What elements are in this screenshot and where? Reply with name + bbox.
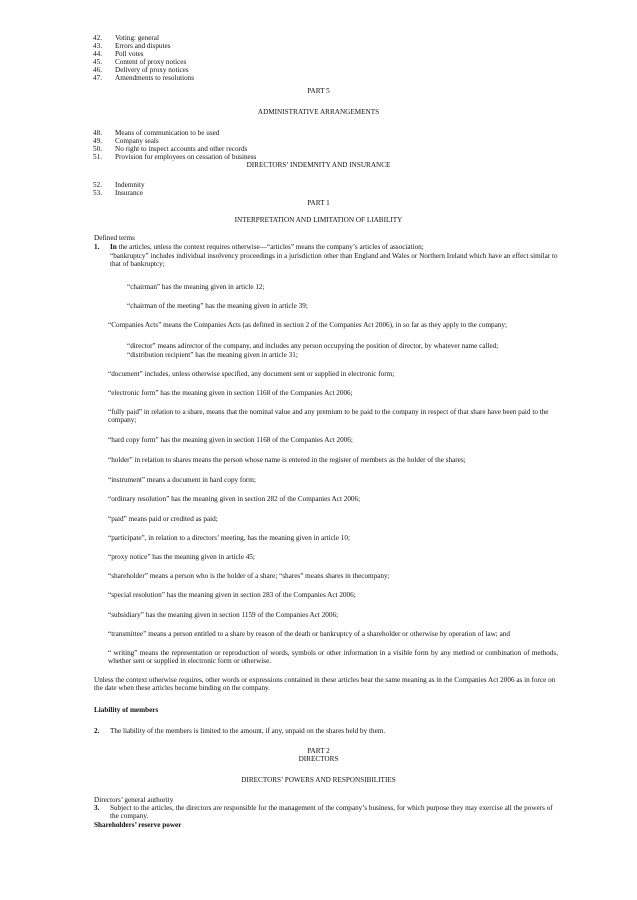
toc-item-number: 43.	[93, 42, 102, 50]
definition-shareholder: “shareholder” means a person who is the holder of a share; “shares” means shares in thecompany;	[108, 572, 390, 580]
toc-item-title: Company seals	[115, 137, 159, 145]
toc-item-number: 46.	[93, 66, 102, 74]
toc-item-number: 47.	[93, 74, 102, 82]
article-number: 3.	[94, 804, 100, 812]
article-1-line	[110, 243, 424, 251]
part-2-sublabel: DIRECTORS	[298, 755, 339, 763]
reserve-power-heading: Shareholders’ reserve power	[94, 821, 182, 829]
toc-item-number: 49.	[93, 137, 102, 145]
definition-hard-copy: “hard copy form” has the meaning given in section 1168 of the Companies Act 2006;	[108, 436, 353, 444]
toc-item-title: Means of communication to be used	[115, 129, 220, 137]
part-2-heading: DIRECTORS’ POWERS AND RESPONSIBILITIES	[241, 776, 396, 784]
definition-chairman-meeting: “chairman of the meeting” has the meaning given in article 39;	[127, 302, 308, 310]
liability-heading: Liability of members	[94, 706, 159, 714]
definition-document: “document” includes, unless otherwise specified, any document sent or supplied in electronic form;	[108, 370, 395, 378]
definition-holder: “holder” in relation to shares means the person whose name is entered in the register of members as the holder of the shares;	[108, 456, 466, 464]
definition-paid: “paid” means paid or credited as paid;	[108, 515, 218, 523]
part-1-heading: INTERPRETATION AND LIMITATION OF LIABILITY	[234, 216, 403, 224]
definition-distribution-recipient: “distribution recipient” has the meaning given in article 31;	[127, 351, 298, 359]
part-2-label: PART 2	[307, 747, 330, 755]
toc-item-number: 45.	[93, 58, 102, 66]
toc-item-number: 53.	[93, 189, 102, 197]
toc-item-title: Errors and disputes	[115, 42, 171, 50]
toc-item-number: 50.	[93, 145, 102, 153]
definition-writing: “ writing” means the representation or reproduction of words, symbols or other information in a visible form by any method or combination of methods, whether sent or supplied in electronic form or otherwise.	[108, 649, 558, 665]
definition-participate: “participate”, in relation to a directors’ meeting, has the meaning given in article 10;	[108, 534, 350, 542]
definition-electronic-form: “electronic form” has the meaning given in section 1168 of the Companies Act 2006;	[108, 389, 353, 397]
toc-item-title: Insurance	[115, 189, 143, 197]
part-5-label: PART 5	[307, 87, 330, 95]
toc-item-title: Provision for employees on cessation of business	[115, 153, 257, 161]
toc-item-title: Indemnity	[115, 181, 145, 189]
toc-item-number: 42.	[93, 34, 102, 42]
definition-transmittee: “transmittee” means a person entitled to a share by reason of the death or bankruptcy of a shareholder or otherwise by operation of law; and	[108, 630, 510, 638]
definition-text: “bankruptcy” includes individual insolvency proceedings in a jurisdiction other than England and Wales or Northern Ireland which have an effect similar to that of bankruptcy;	[110, 252, 558, 268]
defined-terms-heading: Defined terms	[94, 234, 135, 242]
toc-item-number: 51.	[93, 153, 102, 161]
definition-bankruptcy	[110, 252, 558, 268]
part-5-heading: ADMINISTRATIVE ARRANGEMENTS	[257, 108, 380, 116]
toc-item-title: Delivery of proxy notices	[115, 66, 189, 74]
indemnity-heading: DIRECTORS’ INDEMNITY AND INSURANCE	[246, 161, 391, 169]
toc-item-number: 52.	[93, 181, 102, 189]
article-1-text: the articles, unless the context requires otherwise—“articles” means the company’s articles of association;	[116, 243, 424, 251]
definition-special-resolution: “special resolution” has the meaning given in section 283 of the Companies Act 2006;	[108, 591, 356, 599]
definition-chairman: “chairman” has the meaning given in article 12;	[127, 283, 265, 291]
article-number: 1.	[94, 243, 100, 251]
toc-item-title: Amendments to resolutions	[115, 74, 195, 82]
toc-item-number: 44.	[93, 50, 102, 58]
definition-director: “director” means adirector of the company, and includes any person occupying the position of director, by whatever name called;	[127, 342, 499, 350]
part-1-label: PART 1	[307, 199, 330, 207]
toc-item-number: 48.	[93, 129, 102, 137]
general-authority-text: Subject to the articles, the directors are responsible for the management of the company’s business, for which purpose they may exercise all the powers of the company.	[110, 804, 553, 820]
general-authority-heading: Directors’ general authority	[94, 796, 174, 804]
article-number: 2.	[94, 727, 100, 735]
liability-text: The liability of the members is limited to the amount, if any, unpaid on the shares held by them.	[110, 727, 386, 735]
definition-proxy-notice: “proxy notice” has the meaning given in article 45;	[108, 553, 255, 561]
defined-terms-closing: Unless the context otherwise requires, other words or expressions contained in these articles bear the same meaning as in the Companies Act 2006 as in force on the date when these articles become binding on the company.	[94, 676, 556, 692]
definition-ordinary-resolution: “ordinary resolution” has the meaning given in section 282 of the Companies Act 2006;	[108, 495, 361, 503]
toc-item-title: Content of proxy notices	[115, 58, 187, 66]
toc-item-title: No right to inspect accounts and other records	[115, 145, 248, 153]
toc-item-title: Voting: general	[115, 34, 159, 42]
toc-item-title: Poll votes	[115, 50, 144, 58]
definition-fully-paid: “fully paid” in relation to a share, means that the nominal value and any premium to be paid to the company in respect of that share have been paid to the company;	[108, 408, 549, 424]
definition-companies-acts: “Companies Acts” means the Companies Acts (as defined in section 2 of the Companies Act 2006), in so far as they apply to the company;	[108, 321, 508, 329]
definition-instrument: “instrument” means a document in hard copy form;	[108, 476, 256, 484]
definition-subsidiary: “subsidiary” has the meaning given in section 1159 of the Companies Act 2006;	[108, 611, 339, 619]
article-1-lead: In	[110, 243, 117, 251]
